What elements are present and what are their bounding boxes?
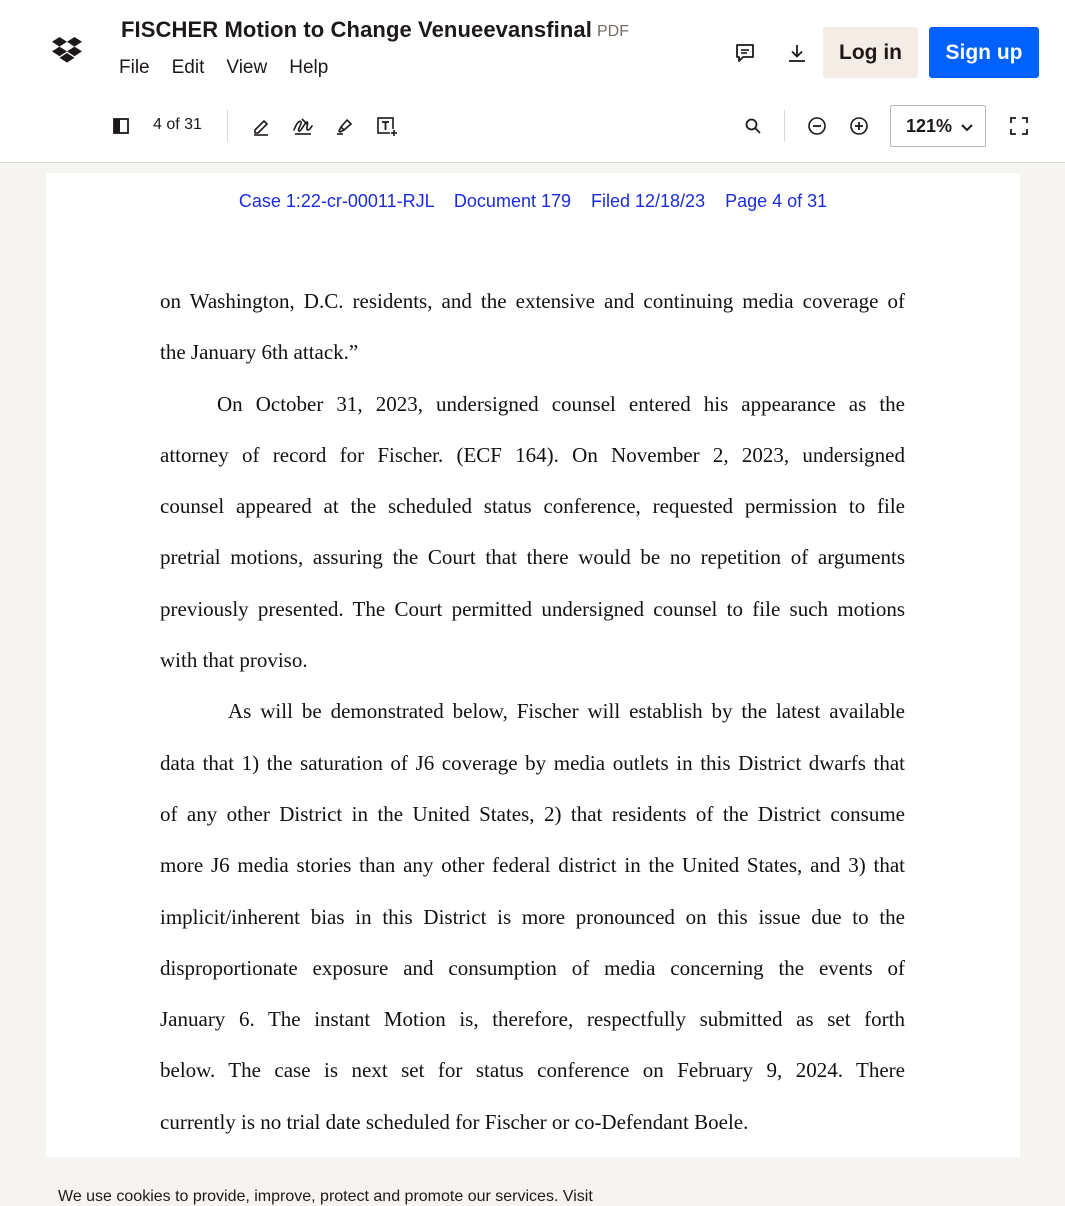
add-text-icon[interactable]	[375, 114, 399, 138]
sidebar-toggle-icon[interactable]	[110, 116, 132, 136]
zoom-level-select[interactable]	[890, 105, 986, 147]
dropbox-logo-icon[interactable]	[52, 36, 82, 64]
toolbar-divider	[784, 110, 785, 142]
text-line: January 6. The instant Motion is, therefore, respectfully submitted as set forth	[160, 1007, 905, 1032]
text-line: counsel appeared at the scheduled status conference, requested permission to file	[160, 494, 905, 519]
chevron-down-icon	[960, 117, 974, 138]
text-line: on Washington, D.C. residents, and the extensive and continuing media coverage of	[160, 289, 905, 313]
top-bar	[0, 0, 1065, 163]
case-header: Case 1:22-cr-00011-RJL Document 179 Filed 12/18/23 Page 4 of 31	[238, 191, 828, 211]
file-type-label: PDF	[597, 23, 629, 40]
pdf-page	[46, 173, 1020, 1157]
text-line: previously presented. The Court permitted undersigned counsel to file such motions	[160, 596, 905, 621]
menu-bar	[119, 56, 350, 80]
toolbar-divider	[227, 110, 228, 142]
text-line: with that proviso.	[160, 648, 308, 673]
highlighter-icon[interactable]	[333, 114, 357, 138]
comment-icon[interactable]	[732, 40, 758, 66]
text-line: below. The case is next set for status conference on February 9, 2024. There	[160, 1058, 905, 1083]
zoom-level-value: 121%	[906, 115, 953, 136]
cookie-banner-text: We use cookies to provide, improve, protect and promote our services. Visit	[58, 1188, 593, 1205]
text-line: currently is no trial date scheduled for Fischer or co-Defendant Boele.	[160, 1109, 749, 1134]
text-line: of any other District in the United States, 2) that residents of the District consume	[160, 801, 905, 826]
text-line: more J6 media stories than any other federal district in the United States, and 3) that	[160, 853, 905, 878]
text-line: implicit/inherent bias in this District is more pronounced on this issue due to the	[160, 904, 905, 929]
fullscreen-icon[interactable]	[1007, 114, 1031, 138]
text-line: attorney of record for Fischer. (ECF 164). On November 2, 2023, undersigned	[160, 442, 905, 467]
document-body	[160, 284, 905, 1156]
text-line: pretrial motions, assuring the Court that there would be no repetition of arguments	[160, 545, 905, 570]
zoom-out-icon[interactable]	[805, 114, 829, 138]
signup-button[interactable]: Sign up	[929, 27, 1039, 78]
menu-view[interactable]: View	[226, 57, 268, 78]
login-button[interactable]: Log in	[823, 27, 918, 78]
text-line: disproportionate exposure and consumption of media concerning the events of	[160, 955, 905, 980]
search-icon[interactable]	[741, 114, 765, 138]
page-indicator[interactable]: 4 of 31	[153, 116, 202, 133]
pen-icon[interactable]	[249, 114, 273, 138]
signature-icon[interactable]	[291, 114, 315, 138]
text-line: the January 6th attack.”	[160, 340, 359, 365]
text-line: data that 1) the saturation of J6 coverage by media outlets in this District dwarfs that	[160, 750, 905, 775]
menu-file[interactable]: File	[119, 57, 150, 78]
text-line: On October 31, 2023, undersigned counsel entered his appearance as the	[217, 391, 905, 416]
document-title: FISCHER Motion to Change Venueevansfinal	[121, 17, 592, 42]
download-icon[interactable]	[784, 40, 810, 66]
menu-help[interactable]: Help	[289, 57, 329, 78]
text-line: As will be demonstrated below, Fischer will establish by the latest available	[228, 699, 905, 724]
zoom-in-icon[interactable]	[847, 114, 871, 138]
menu-edit[interactable]: Edit	[171, 57, 205, 78]
